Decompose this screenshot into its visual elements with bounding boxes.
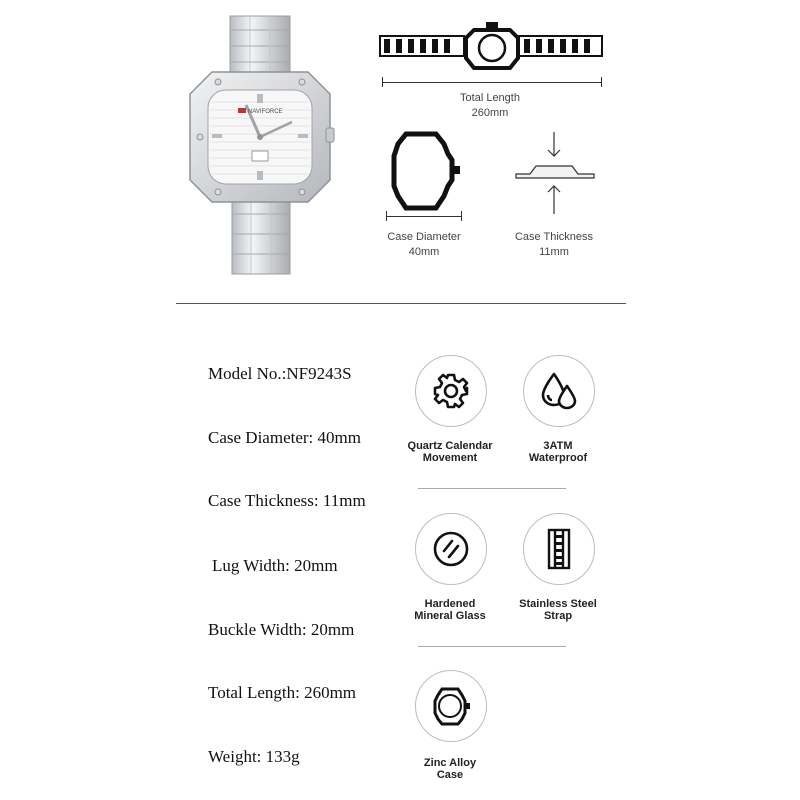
- spec-total-length: Total Length: 260mm: [208, 683, 357, 702]
- feature-strap-line2: Strap: [543, 610, 573, 622]
- feature-strap: [523, 513, 595, 585]
- bracelet-schematic-icon: [378, 20, 606, 80]
- total-length-measure-line: [382, 82, 602, 83]
- feature-divider: [418, 488, 566, 489]
- watch-product-image: [180, 10, 340, 280]
- spec-case-diameter: Case Diameter: 40mm: [208, 428, 361, 447]
- feature-movement-line1: Quartz Calendar: [407, 440, 493, 452]
- watch-case-icon: [430, 685, 472, 727]
- measure-tick: [386, 211, 387, 221]
- case-diameter-measure-line: [386, 216, 462, 217]
- total-length-label: Total Length: [460, 92, 520, 104]
- case-thickness-value: 11mm: [539, 246, 569, 258]
- section-divider: [176, 303, 626, 304]
- case-thickness-label: Case Thickness: [514, 231, 594, 243]
- gear-icon: [431, 371, 471, 411]
- feature-glass: [415, 513, 487, 585]
- watch-brand-text: NAVIFORCE: [248, 109, 283, 115]
- spec-case-thickness: Case Thickness: 11mm: [208, 491, 366, 510]
- case-thickness-icon: [510, 130, 600, 218]
- spec-model-number: Model No.:NF9243S: [208, 364, 352, 383]
- feature-waterproof: [523, 355, 595, 427]
- feature-case-line2: Case: [436, 769, 464, 781]
- feature-case: [415, 670, 487, 742]
- spec-buckle-width: Buckle Width: 20mm: [208, 620, 355, 639]
- case-diameter-icon: [386, 130, 466, 212]
- feature-movement: [415, 355, 487, 427]
- spec-lug-width: Lug Width: 20mm: [212, 556, 338, 575]
- case-diameter-label: Case Diameter: [387, 231, 461, 243]
- feature-glass-line1: Hardened: [424, 598, 476, 610]
- water-drops-icon: [538, 370, 580, 412]
- feature-glass-line2: Mineral Glass: [414, 610, 486, 622]
- feature-case-line1: Zinc Alloy: [423, 757, 477, 769]
- strap-icon: [539, 527, 579, 571]
- measure-tick-left: [382, 77, 383, 87]
- feature-strap-line1: Stainless Steel: [519, 598, 597, 610]
- feature-waterproof-line1: 3ATM: [543, 440, 573, 452]
- feature-movement-line2: Movement: [422, 452, 478, 464]
- feature-divider: [418, 646, 566, 647]
- total-length-value: 260mm: [471, 107, 509, 119]
- glass-icon: [431, 529, 471, 569]
- measure-tick-right: [601, 77, 602, 87]
- spec-weight: Weight: 133g: [208, 747, 300, 766]
- case-diameter-value: 40mm: [408, 246, 440, 258]
- feature-waterproof-line2: Waterproof: [528, 452, 588, 464]
- measure-tick: [461, 211, 462, 221]
